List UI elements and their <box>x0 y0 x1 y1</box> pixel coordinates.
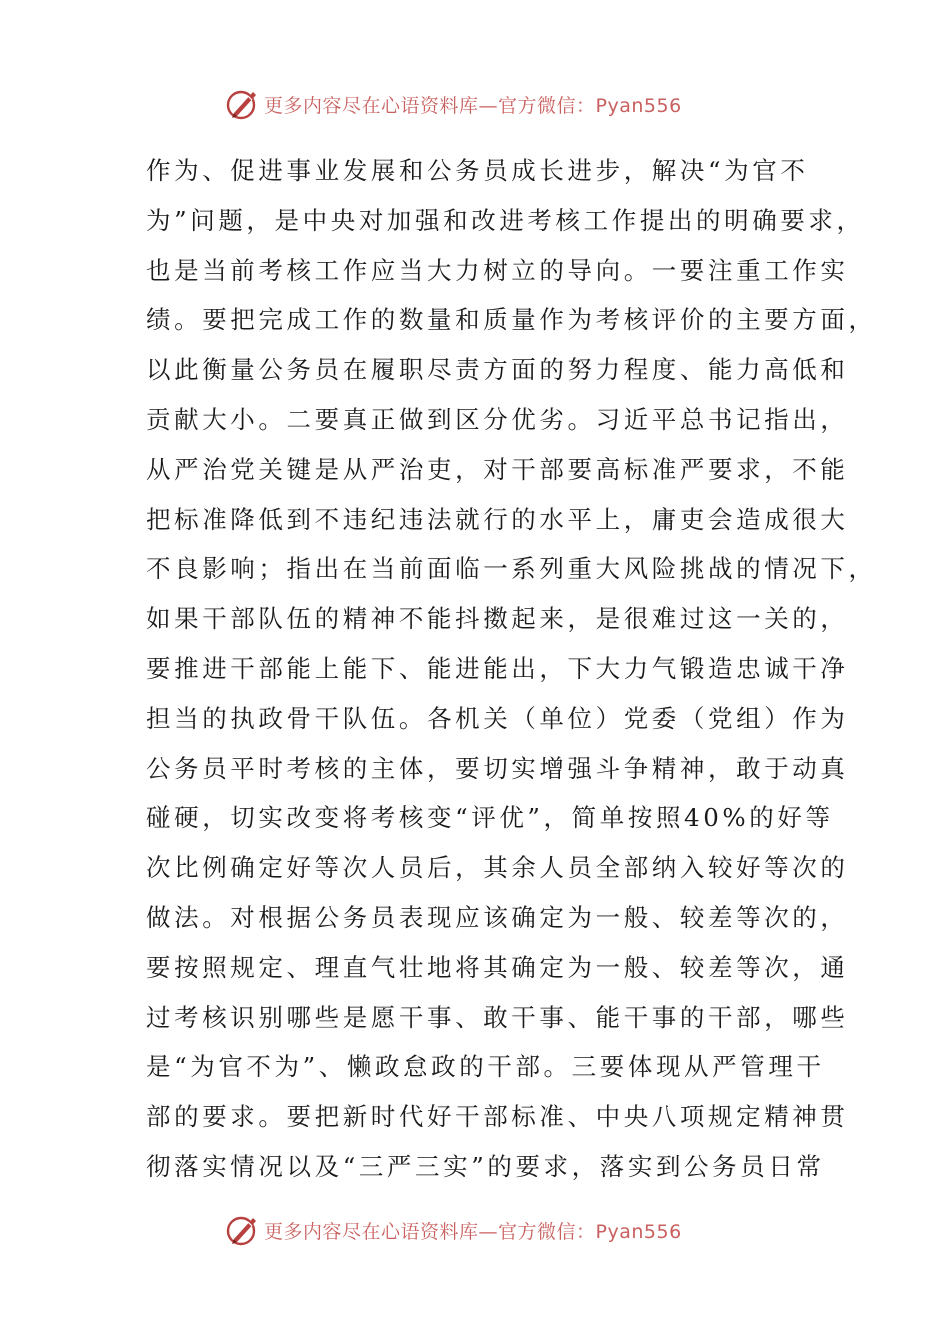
text-line: 碰硬，切实改变将考核变“评优”，简单按照40%的好等 <box>146 803 834 833</box>
banner-text <box>264 91 682 118</box>
text-line: 不良影响；指出在当前面临一系列重大风险挑战的情况下， <box>146 554 877 584</box>
banner-text <box>264 1217 682 1244</box>
text-line: 做法。对根据公务员表现应该确定为一般、较差等次的， <box>146 902 849 932</box>
pen-logo-icon <box>226 87 260 121</box>
pen-logo-icon <box>226 1213 260 1247</box>
text-line: 部的要求。要把新时代好干部标准、中央八项规定精神贯 <box>146 1102 849 1132</box>
banner-message: 更多内容尽在心语资料库—官方微信： <box>264 1220 596 1243</box>
text-line: 要推进干部能上能下、能进能出，下大力气锻造忠诚干净 <box>146 653 849 683</box>
text-line: 次比例确定好等次人员后，其余人员全部纳入较好等次的 <box>146 853 849 883</box>
text-line: 过考核识别哪些是愿干事、敢干事、能干事的干部，哪些 <box>146 1002 849 1032</box>
text-line: 绩。要把完成工作的数量和质量作为考核评价的主要方面， <box>146 305 877 335</box>
text-line: 担当的执政骨干队伍。各机关（单位）党委（党组）作为 <box>146 703 849 733</box>
text-line: 公务员平时考核的主体，要切实增强斗争精神，敢于动真 <box>146 753 849 783</box>
text-line: 是“为官不为”、懒政怠政的干部。三要体现从严管理干 <box>146 1052 825 1082</box>
banner-message: 更多内容尽在心语资料库—官方微信： <box>264 94 596 117</box>
text-line: 作为、促进事业发展和公务员成长进步，解决“为官不 <box>146 156 809 185</box>
text-line: 如果干部队伍的精神不能抖擞起来，是很难过这一关的， <box>146 604 849 634</box>
text-line: 要按照规定、理直气壮地将其确定为一般、较差等次，通 <box>146 952 849 982</box>
text-line: 把标准降低到不违纪违法就行的水平上，庸吏会造成很大 <box>146 504 849 534</box>
text-line: 彻落实情况以及“三严三实”的要求，落实到公务员日常 <box>146 1151 825 1181</box>
text-line: 贡献大小。二要真正做到区分优劣。习近平总书记指出， <box>146 404 849 434</box>
footer-banner <box>226 1210 746 1250</box>
body-text <box>146 146 877 1192</box>
text-line: 为”问题，是中央对加强和改进考核工作提出的明确要求， <box>146 205 865 235</box>
text-line: 也是当前考核工作应当大力树立的导向。一要注重工作实 <box>146 255 849 285</box>
header-banner <box>226 84 746 124</box>
text-line: 以此衡量公务员在履职尽责方面的努力程度、能力高低和 <box>146 355 849 385</box>
wechat-id: Pyan556 <box>595 1220 682 1243</box>
text-line: 从严治党关键是从严治吏，对干部要高标准严要求，不能 <box>146 454 849 484</box>
wechat-id: Pyan556 <box>595 94 682 117</box>
